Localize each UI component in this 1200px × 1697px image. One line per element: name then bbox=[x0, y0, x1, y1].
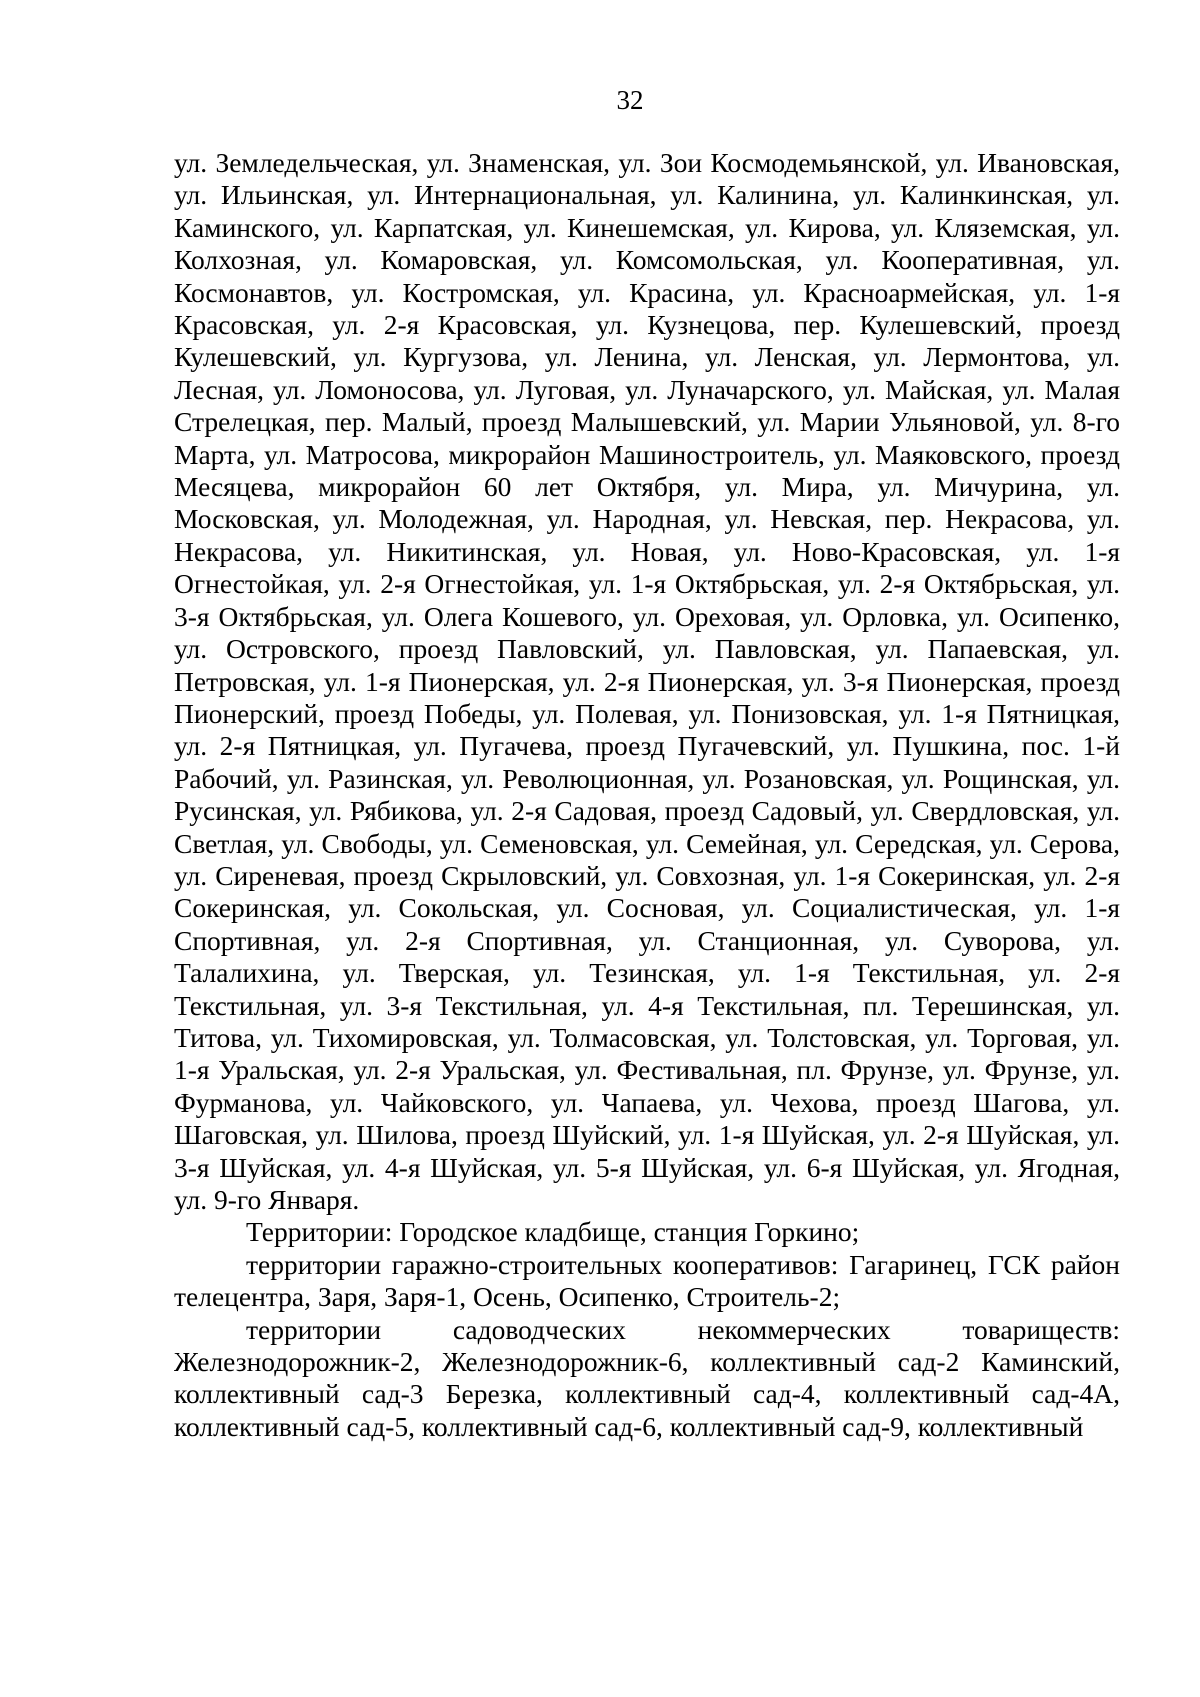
garage-cooperatives-paragraph: территории гаражно-строительных кооперативов: Гагаринец, ГСК район телецентра, Заря, Заря-1, Осень, Осипенко, Строитель-2; bbox=[174, 1248, 1120, 1313]
page-number: 32 bbox=[616, 85, 644, 115]
document-body bbox=[174, 147, 1120, 1443]
territories-paragraph: Территории: Городское кладбище, станция Горкино; bbox=[246, 1216, 860, 1248]
street-list-paragraph: ул. Земледельческая, ул. Знаменская, ул. Зои Космодемьянской, ул. Ивановская, ул. Ильинская, ул. Интернациональная, ул. Калинина, ул. Калинкинская, ул. Каминского, ул. Карпатская, ул. Кинешемская, ул. Кирова, ул. Кляземская, ул. Колхозная, ул. Комаровская, ул. Комсомольская, ул. Кооперативная, ул. Космонавтов, ул. Костромская, ул. Красина, ул. Красноармейская, ул. 1-я Красовская, ул. 2-я Красовская, ул. Кузнецова, пер. Кулешевский, проезд Кулешевский, ул. Кургузова, ул. Ленина, ул. Ленская, ул. Лермонтова, ул. Лесная, ул. Ломоносова, ул. Луговая, ул. Луначарского, ул. Майская, ул. Малая Стрелецкая, пер. Малый, проезд Малышевский, ул. Марии Ульяновой, ул. 8-го Марта, ул. Матросова, микрорайон Машиностроитель, ул. Маяковского, проезд Месяцева, микрорайон 60 лет Октября, ул. Мира, ул. Мичурина, ул. Московская, ул. Молодежная, ул. Народная, ул. Невская, пер. Некрасова, ул. Некрасова, ул. Никитинская, ул. Новая, ул. Ново-Красовская, ул. 1-я Огнестойкая, ул. 2-я Огнестойкая, ул. 1-я Октябрьская, ул. 2-я Октябрьская, ул. 3-я Октябрьская, ул. Олега Кошевого, ул. Ореховая, ул. Орловка, ул. Осипенко, ул. Островского, проезд Павловский, ул. Павловская, ул. Папаевская, ул. Петровская, ул. 1-я Пионерская, ул. 2-я Пионерская, ул. 3-я Пионерская, проезд Пионерский, проезд Победы, ул. Полевая, ул. Понизовская, ул. 1-я Пятницкая, ул. 2-я Пятницкая, ул. Пугачева, проезд Пугачевский, ул. Пушкина, пос. 1-й Рабочий, ул. Разинская, ул. Революционная, ул. Розановская, ул. Рощинская, ул. Русинская, ул. Рябикова, ул. 2-я Садовая, проезд Садовый, ул. Свердловская, ул. Светлая, ул. Свободы, ул. Семеновская, ул. Семейная, ул. Середская, ул. Серова, ул. Сиреневая, проезд Скрыловский, ул. Совхозная, ул. 1-я Сокеринская, ул. 2-я Сокеринская, ул. Сокольская, ул. Сосновая, ул. Социалистическая, ул. 1-я Спортивная, ул. 2-я Спортивная, ул. Станционная, ул. Суворова, ул. Талалихина, ул. Тверская, ул. Тезинская, ул. 1-я Текстильная, ул. 2-я Текстильная, ул. 3-я Текстильная, ул. 4-я Текстильная, пл. Терешинская, ул. Титова, ул. Тихомировская, ул. Толмасовская, ул. Толстовская, ул. Торговая, ул. 1-я Уральская, ул. 2-я Уральская, ул. Фестивальная, пл. Фрунзе, ул. Фрунзе, ул. Фурманова, ул. Чайковского, ул. Чапаева, ул. Чехова, проезд Шагова, ул. Шаговская, ул. Шилова, проезд Шуйский, ул. 1-я Шуйская, ул. 2-я Шуйская, ул. 3-я Шуйская, ул. 4-я Шуйская, ул. 5-я Шуйская, ул. 6-я Шуйская, ул. Ягодная, ул. 9-го Января. bbox=[174, 147, 1120, 1215]
garden-partnerships-paragraph: территории садоводческих некоммерческих товариществ: Железнодорожник-2, Железнодорожник-6, коллективный сад-2 Каминский, коллективный сад-3 Березка, коллективный сад-4, коллективный сад-4А, коллективный сад-5, коллективный сад-6, коллективный сад-9, коллективный bbox=[174, 1313, 1120, 1442]
